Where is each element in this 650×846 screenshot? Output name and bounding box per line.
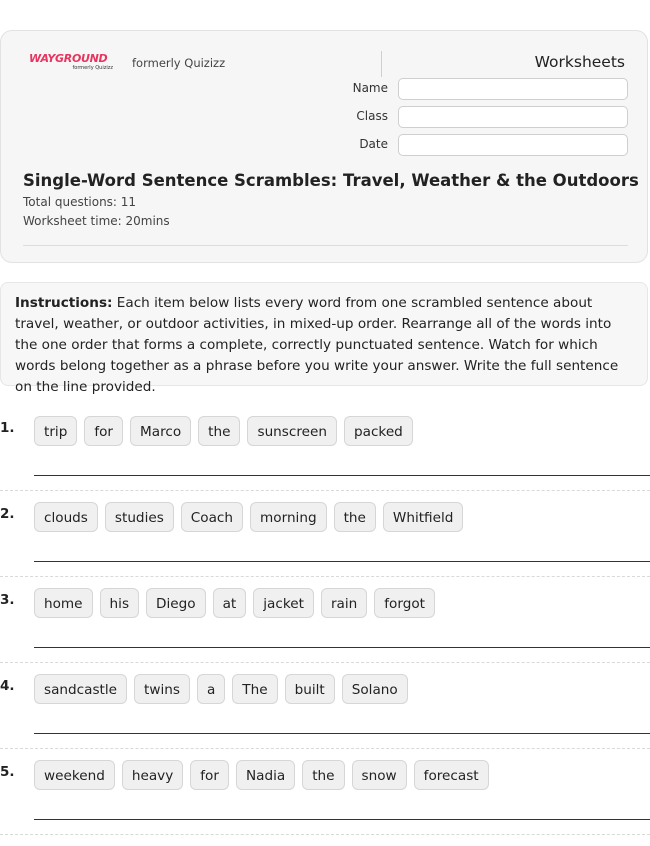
formerly-label: formerly Quizizz xyxy=(132,56,226,70)
word-chip: The xyxy=(232,674,277,704)
word-chip: morning xyxy=(250,502,327,532)
word-chip: sunscreen xyxy=(247,416,337,446)
word-chip: home xyxy=(34,588,93,618)
word-chip: Diego xyxy=(146,588,206,618)
instructions-label: Instructions: xyxy=(15,295,113,311)
question-separator xyxy=(0,748,650,749)
word-bank xyxy=(34,588,435,618)
word-chip: Solano xyxy=(342,674,408,704)
question-3 xyxy=(0,588,650,674)
question-separator xyxy=(0,662,650,663)
class-field-row xyxy=(341,106,628,128)
word-chip: weekend xyxy=(34,760,115,790)
word-bank xyxy=(34,760,489,790)
name-input[interactable] xyxy=(398,78,628,100)
word-chip: clouds xyxy=(34,502,98,532)
question-5 xyxy=(0,760,650,846)
question-separator xyxy=(0,576,650,577)
question-1 xyxy=(0,416,650,502)
word-bank xyxy=(34,674,408,704)
answer-line[interactable] xyxy=(34,819,650,820)
answer-line[interactable] xyxy=(34,475,650,476)
logo-subtext: formerly Quizizz xyxy=(72,65,113,71)
name-field-row xyxy=(341,78,628,100)
worksheets-label: Worksheets xyxy=(534,53,625,71)
date-input[interactable] xyxy=(398,134,628,156)
word-chip: Whitfield xyxy=(383,502,464,532)
answer-line[interactable] xyxy=(34,733,650,734)
name-label: Name xyxy=(352,81,388,95)
worksheet-time: Worksheet time: 20mins xyxy=(23,214,170,228)
question-number: 1. xyxy=(0,420,15,436)
word-chip: twins xyxy=(134,674,190,704)
word-chip: forgot xyxy=(374,588,435,618)
word-chip: the xyxy=(334,502,376,532)
answer-line[interactable] xyxy=(34,561,650,562)
question-number: 2. xyxy=(0,506,15,522)
word-chip: heavy xyxy=(122,760,183,790)
word-chip: snow xyxy=(352,760,407,790)
word-chip: Coach xyxy=(181,502,243,532)
word-chip: for xyxy=(190,760,229,790)
worksheet-header xyxy=(0,30,648,263)
question-4 xyxy=(0,674,650,760)
answer-line[interactable] xyxy=(34,647,650,648)
word-chip: jacket xyxy=(253,588,314,618)
date-field-row xyxy=(341,134,628,156)
word-chip: trip xyxy=(34,416,77,446)
word-chip: built xyxy=(285,674,335,704)
word-chip: rain xyxy=(321,588,367,618)
word-chip: the xyxy=(198,416,240,446)
question-number: 3. xyxy=(0,592,15,608)
header-divider xyxy=(381,51,382,77)
header-rule xyxy=(23,245,628,246)
instructions-box xyxy=(0,282,648,395)
worksheet-title: Single-Word Sentence Scrambles: Travel, Weather & the Outdoors xyxy=(23,171,639,190)
word-chip: Nadia xyxy=(236,760,295,790)
word-chip: Marco xyxy=(130,416,191,446)
date-label: Date xyxy=(359,137,388,151)
word-chip: at xyxy=(213,588,247,618)
word-chip: forecast xyxy=(414,760,489,790)
question-separator xyxy=(0,490,650,491)
question-2 xyxy=(0,502,650,588)
word-chip: packed xyxy=(344,416,413,446)
question-number: 5. xyxy=(0,764,15,780)
word-chip: his xyxy=(100,588,139,618)
question-number: 4. xyxy=(0,678,15,694)
word-chip: for xyxy=(84,416,123,446)
word-bank xyxy=(34,416,413,446)
total-questions: Total questions: 11 xyxy=(23,195,137,209)
word-chip: studies xyxy=(105,502,174,532)
logo-wordmark: WAYGROUND xyxy=(29,52,108,65)
word-chip: the xyxy=(302,760,344,790)
word-bank xyxy=(34,502,463,532)
question-separator xyxy=(0,834,650,835)
class-input[interactable] xyxy=(398,106,628,128)
word-chip: sandcastle xyxy=(34,674,127,704)
instructions-text: Each item below lists every word from one scrambled sentence about travel, weather, or outdoor activities, in mixed-up order. Rearrange all of the words into the one order that forms a complete, correctly punctuated sentence. Watch for which words belong together as a phrase before you write your answer. Write the full sentence on the line provided. xyxy=(15,295,619,395)
wayground-logo xyxy=(29,53,119,71)
class-label: Class xyxy=(356,109,388,123)
word-chip: a xyxy=(197,674,225,704)
